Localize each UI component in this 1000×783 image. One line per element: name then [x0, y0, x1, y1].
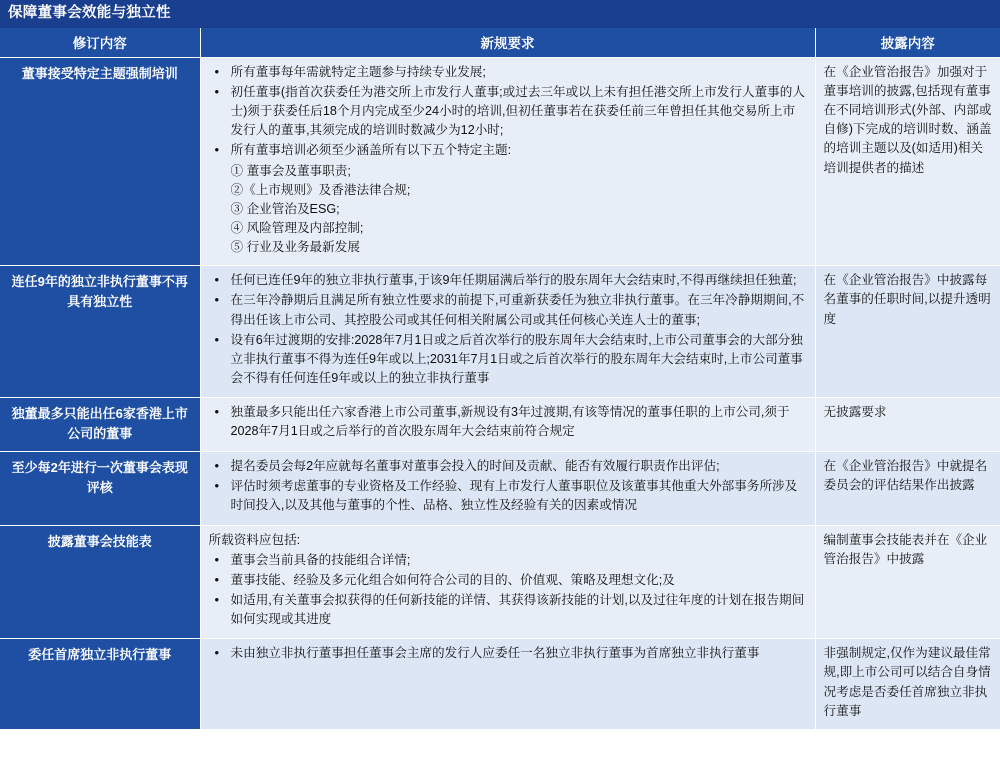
requirement-bullet: • 独董最多只能出任六家香港上市公司董事,新规设有3年过渡期,有该等情况的董事任职的上市公司,须于2028年7月1日或之后举行的首次股东周年大会结束前符合规定: [209, 403, 807, 441]
table-row: [0, 398, 1000, 452]
governance-table: [0, 28, 1000, 729]
table-header: [0, 28, 1000, 58]
row-disclosure: 非强制规定,仅作为建议最佳常规,即上市公司可以结合自身情况考虑是否委任首席独立非执行董事: [815, 639, 1000, 729]
table-row: [0, 639, 1000, 729]
row-topic: 委任首席独立非执行董事: [0, 639, 200, 729]
requirement-bullet: • 任何已连任9年的独立非执行董事,于该9年任期届满后举行的股东周年大会结束时,不得再继续担任独董;: [209, 271, 807, 290]
requirement-bullet-list: [209, 457, 807, 515]
requirement-bullet-list: [209, 644, 807, 663]
column-header-topic: 修订内容: [0, 28, 200, 58]
requirement-subitem: ③ 企业管治及ESG;: [230, 201, 340, 216]
row-topic: 董事接受特定主题强制培训: [0, 57, 200, 265]
table-row: [0, 266, 1000, 398]
row-topic: 独董最多只能出任6家香港上市公司的董事: [0, 398, 200, 452]
row-topic: 披露董事会技能表: [0, 525, 200, 639]
requirement-subitem: ⑤ 行业及业务最新发展: [230, 240, 360, 255]
requirement-bullet-list: [209, 271, 807, 388]
row-topic: 至少每2年进行一次董事会表现评核: [0, 452, 200, 525]
row-disclosure: 在《企业管治报告》加强对于董事培训的披露,包括现有董事在不同培训形式(外部、内部或自修)下完成的培训时数、涵盖的培训主题以及(如适用)相关培训提供者的描述: [815, 57, 1000, 265]
row-disclosure: 在《企业管治报告》中披露每名董事的任职时间,以提升透明度: [815, 266, 1000, 398]
table-header-row: [0, 28, 1000, 58]
requirement-bullet: • 所有董事每年需就特定主题参与持续专业发展;: [209, 63, 807, 82]
table-row: [0, 525, 1000, 639]
requirement-bullet-list: [209, 403, 807, 441]
requirement-subitem-list: [209, 162, 807, 258]
requirement-bullet: • 未由独立非执行董事担任董事会主席的发行人应委任一名独立非执行董事为首席独立非执行董事: [209, 644, 807, 663]
requirement-subitem: ① 董事会及董事职责;: [230, 163, 351, 178]
document-banner-title: 保障董事会效能与独立性: [0, 0, 1000, 28]
row-disclosure: 无披露要求: [815, 398, 1000, 452]
requirement-subitem: ④ 风险管理及内部控制;: [230, 220, 364, 235]
requirement-bullet: • 评估时须考虑董事的专业资格及工作经验、现有上市发行人董事职位及该董事其他重大外部事务所涉及时间投入,以及其他与董事的个性、品格、独立性及经验有关的因素或情况: [209, 477, 807, 515]
requirement-lead-text: 所载资料应包括:: [208, 532, 301, 547]
row-disclosure: 编制董事会技能表并在《企业管治报告》中披露: [815, 525, 1000, 639]
requirement-bullet: • 董事会当前具备的技能组合详情;: [209, 551, 807, 570]
requirement-bullet: • 提名委员会每2年应就每名董事对董事会投入的时间及贡献、能否有效履行职责作出评估;: [209, 457, 807, 476]
row-requirement: [200, 266, 815, 398]
table-row: [0, 57, 1000, 265]
row-requirement: [200, 398, 815, 452]
column-header-requirement: 新规要求: [200, 28, 815, 58]
row-requirement: [200, 452, 815, 525]
requirement-bullet: • 董事技能、经验及多元化组合如何符合公司的目的、价值观、策略及理想文化;及: [209, 571, 807, 590]
table-row: [0, 452, 1000, 525]
requirement-bullet: • 初任董事(指首次获委任为港交所上市发行人董事;或过去三年或以上未有担任港交所上市发行人董事的人士)须于获委任后18个月内完成至少24小时的培训,但初任董事若在获委任前三年曾担任其他交易所上市发行人的董事,其须完成的培训时数减少为12小时;: [209, 83, 807, 140]
table-body: [0, 57, 1000, 728]
row-requirement: [200, 525, 815, 639]
row-disclosure: 在《企业管治报告》中就提名委员会的评估结果作出披露: [815, 452, 1000, 525]
requirement-bullet: • 如适用,有关董事会拟获得的任何新技能的详情、其获得该新技能的计划,以及过往年度的计划在报告期间如何实现或其进度: [209, 591, 807, 629]
requirement-bullet-list: [209, 63, 807, 161]
requirement-bullet: • 所有董事培训必须至少涵盖所有以下五个特定主题:: [209, 141, 807, 160]
row-topic: 连任9年的独立非执行董事不再具有独立性: [0, 266, 200, 398]
requirement-bullet-list: [209, 551, 807, 630]
row-requirement: [200, 57, 815, 265]
column-header-disclosure: 披露内容: [815, 28, 1000, 58]
requirement-bullet: • 设有6年过渡期的安排:2028年7月1日或之后首次举行的股东周年大会结束时,上市公司董事会的大部分独立非执行董事不得为连任9年或以上;2031年7月1日或之后首次举行的股东周年大会结束时,上市公司董事会不得有任何连任9年或以上的独立非执行董事: [209, 331, 807, 388]
row-requirement: [200, 639, 815, 729]
requirement-bullet: • 在三年冷静期后且满足所有独立性要求的前提下,可重新获委任为独立非执行董事。在三年冷静期期间,不得出任该上市公司、其控股公司或其任何相关附属公司或其任何核心关连人士的董事;: [209, 291, 807, 329]
requirement-subitem: ②《上市规则》及香港法律合规;: [230, 182, 411, 197]
